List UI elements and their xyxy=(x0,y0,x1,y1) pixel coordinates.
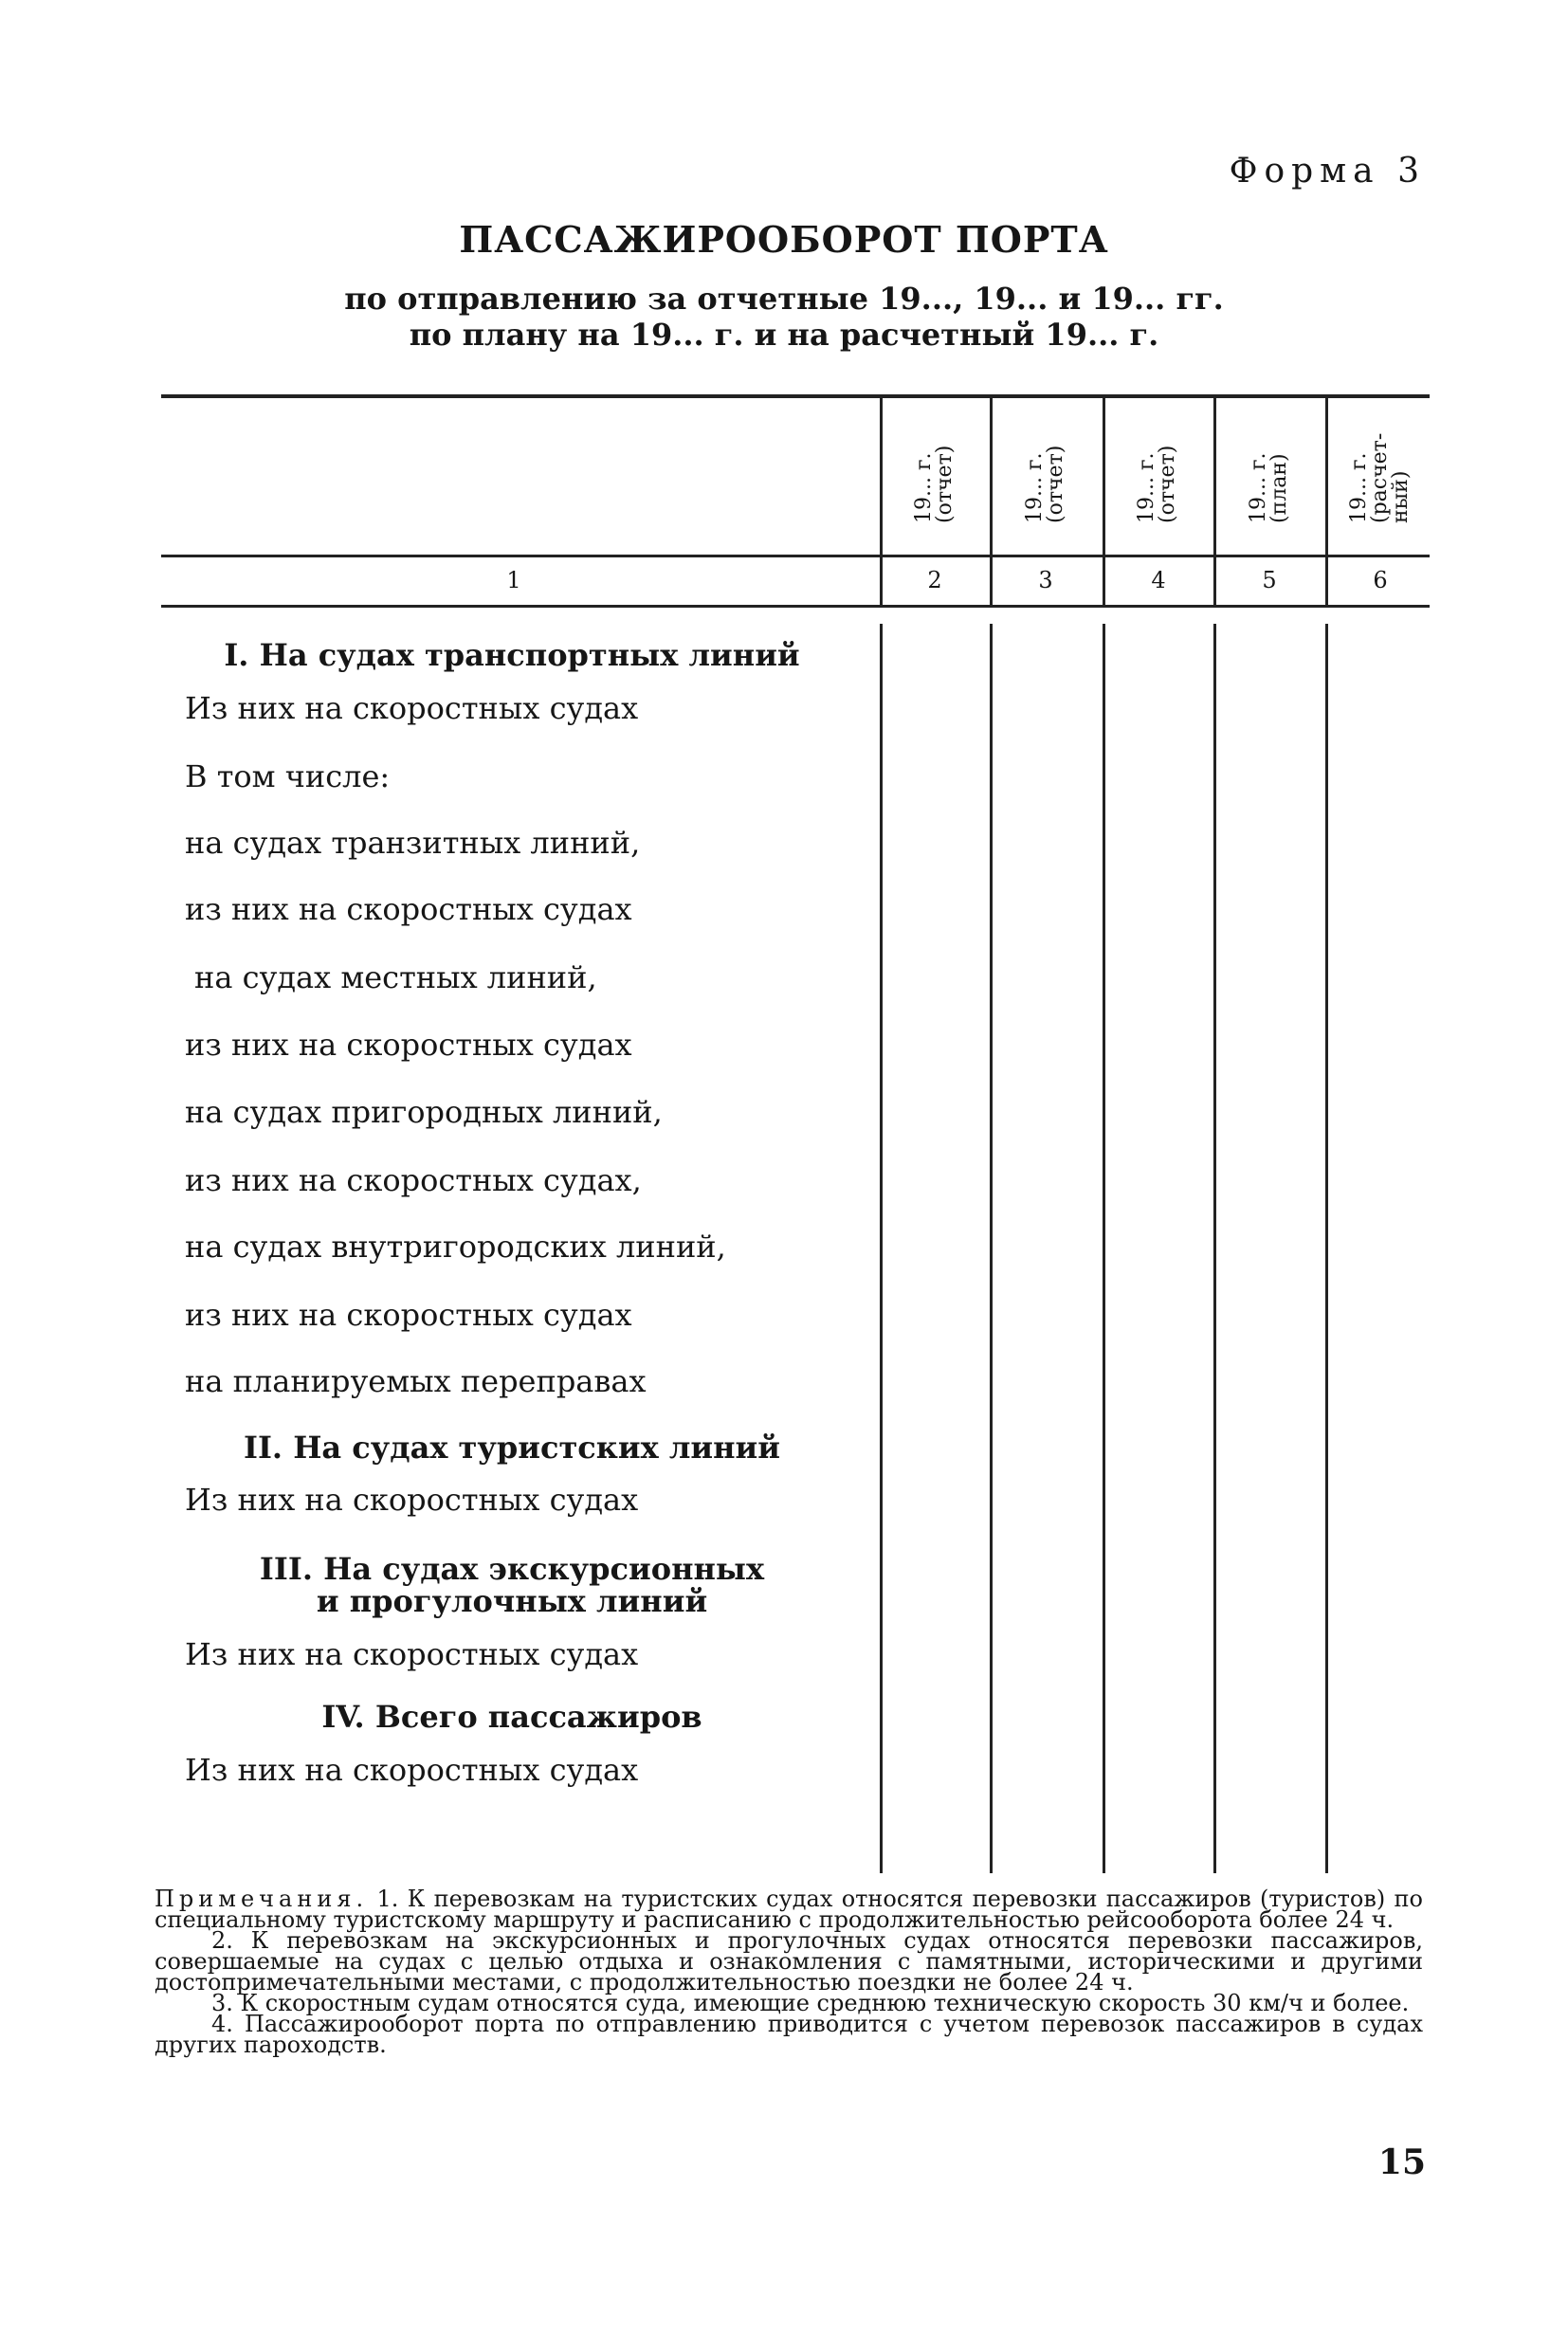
column-line xyxy=(880,624,883,1873)
row-label: Из них на скоростных судах xyxy=(185,1636,639,1672)
column-line xyxy=(880,394,883,608)
row-label: Из них на скоростных судах xyxy=(185,1752,639,1788)
form-label: Форма 3 xyxy=(1229,152,1426,191)
note-1: Примечания. 1. К перевозкам на туристских судах относятся перевозки пассажиров (туристов) по специальному туристскому маршруту и расписанию с продолжительностью рейсооборота более 24 ч. xyxy=(155,1886,1423,1933)
note-2: 2. К перевозкам на экскурсионных и прогулочных судах относятся перевозки пассажиров, совершаемые на судах с целью отдыха и ознакомления с памятными, историческими и другими достопримечательными местами, с продолжительностью поездки не более 24 ч. xyxy=(155,1927,1423,1996)
column-header: 19... г. (отчет) xyxy=(1023,445,1067,523)
row-label: из них на скоростных судах xyxy=(185,1027,632,1063)
section-heading: II. На судах туристских линий xyxy=(243,1430,781,1466)
section-heading: и прогулочных линий xyxy=(316,1583,708,1619)
note-4: 4. Пассажирооборот порта по отправлению приводится с учетом перевозок пассажиров в судах других пароходств. xyxy=(155,2011,1423,2058)
row-label: В том числе: xyxy=(185,758,391,794)
column-number: 5 xyxy=(1262,567,1277,593)
column-header: 19... г. (план) xyxy=(1247,452,1291,523)
row-label: из них на скоростных судах xyxy=(185,891,632,927)
row-label: на судах транзитных линий, xyxy=(185,825,641,861)
section-heading: IV. Всего пассажиров xyxy=(321,1699,702,1735)
column-line xyxy=(1103,624,1105,1873)
section-heading: I. На судах транспортных линий xyxy=(224,637,800,673)
column-line xyxy=(1325,394,1328,608)
row-label: из них на скоростных судах, xyxy=(185,1162,642,1198)
row-label: на судах внутригородских линий, xyxy=(185,1229,726,1265)
column-line xyxy=(1213,394,1216,608)
page-title: ПАССАЖИРООБОРОТ ПОРТА xyxy=(459,218,1109,261)
column-line xyxy=(990,394,993,608)
column-number: 1 xyxy=(506,567,521,593)
notes-label: Примечания. xyxy=(155,1886,369,1912)
row-label: на планируемых переправах xyxy=(185,1363,647,1399)
subtitle-line-2: по плану на 19... г. и на расчетный 19... г. xyxy=(409,317,1159,353)
row-label: Из них на скоростных судах xyxy=(185,1482,639,1518)
note-3: 3. К скоростным судам относятся суда, имеющие среднюю техническую скорость 30 км/ч и более. xyxy=(211,1990,1410,2016)
column-number: 3 xyxy=(1038,567,1053,593)
column-header: 19... г. (отчет) xyxy=(912,445,957,523)
table-top-rule xyxy=(161,394,1430,398)
column-line xyxy=(1103,394,1105,608)
column-number: 6 xyxy=(1373,567,1388,593)
number-row-bottom-rule xyxy=(161,605,1430,608)
notes xyxy=(155,1886,1423,2058)
column-header: 19... г. (отчет) xyxy=(1135,445,1179,523)
row-label: на судах местных линий, xyxy=(194,959,597,995)
row-label: Из них на скоростных судах xyxy=(185,690,639,726)
column-line xyxy=(1213,624,1216,1873)
column-line xyxy=(990,624,993,1873)
row-label: на судах пригородных линий, xyxy=(185,1094,663,1130)
row-label: из них на скоростных судах xyxy=(185,1297,632,1333)
page-number: 15 xyxy=(1377,2142,1426,2182)
subtitle-line-1: по отправлению за отчетные 19..., 19... и 19... гг. xyxy=(344,281,1224,317)
column-number: 4 xyxy=(1151,567,1166,593)
column-line xyxy=(1325,624,1328,1873)
column-number: 2 xyxy=(927,567,942,593)
column-header: 19... г. (расчет- ный) xyxy=(1347,432,1413,523)
section-heading: III. На судах экскурсионных xyxy=(259,1551,765,1587)
header-bottom-rule xyxy=(161,555,1430,557)
